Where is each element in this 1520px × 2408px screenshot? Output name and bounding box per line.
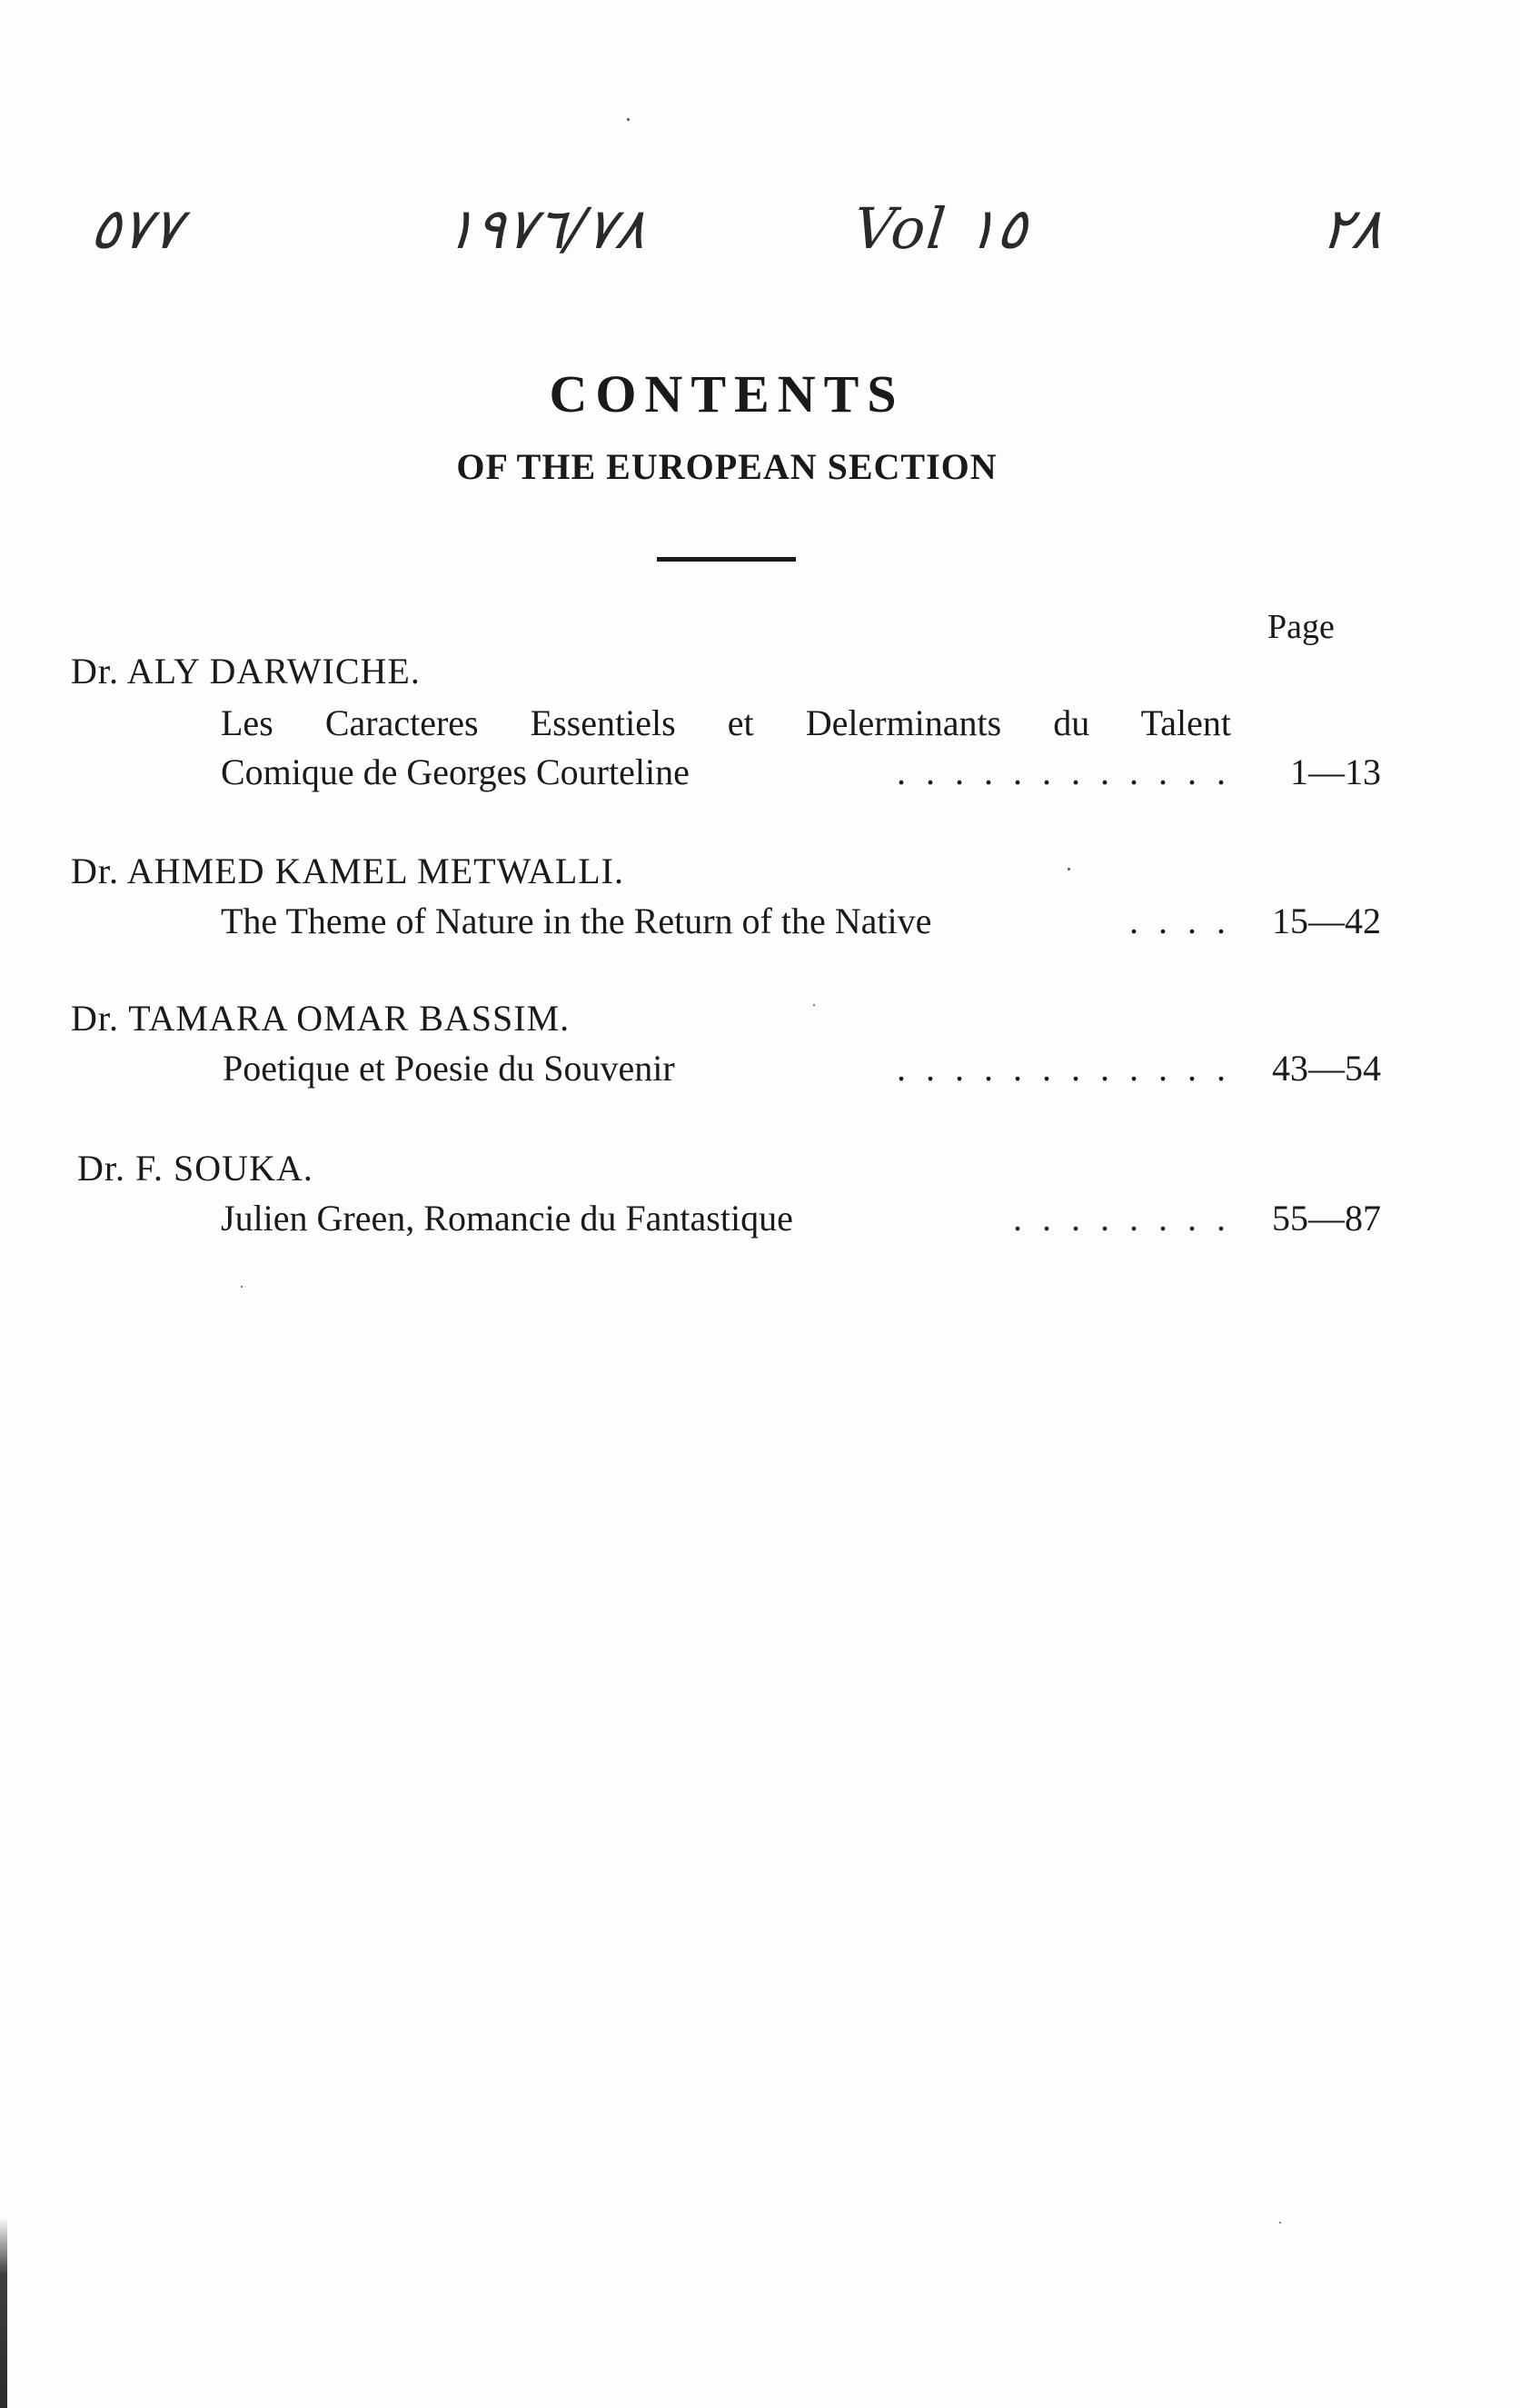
entry-title-line: Les Caracteres Essentiels et Delerminants du Talent — [221, 702, 1231, 743]
entry-title-line: Julien Green, Romancie du Fantastique — [221, 1198, 793, 1239]
entry-page-range: 1—13 — [1290, 751, 1381, 792]
entry-page-range: 43—54 — [1272, 1048, 1381, 1089]
entry-author: Dr. AHMED KAMEL METWALLI. — [71, 851, 625, 891]
entry-page-range: 15—42 — [1272, 901, 1381, 941]
entry-page-range: 55—87 — [1272, 1198, 1381, 1239]
page-title: CONTENTS — [549, 364, 905, 423]
entry-author: Dr. F. SOUKA. — [77, 1148, 313, 1189]
scan-speck — [1279, 2222, 1281, 2224]
scan-speck — [627, 118, 630, 121]
entry-author: Dr. TAMARA OMAR BASSIM. — [71, 998, 571, 1039]
dot-leader: . . . . . . . . — [1013, 1198, 1231, 1239]
page-column-label: Page — [1267, 608, 1335, 646]
page-subtitle: OF THE EUROPEAN SECTION — [456, 446, 998, 487]
entry-author: Dr. ALY DARWICHE. — [71, 651, 421, 692]
dot-leader: . . . . . . . . . . . . — [897, 751, 1231, 792]
scan-speck — [241, 1286, 243, 1288]
dot-leader: . . . . — [1129, 901, 1231, 941]
handwritten-note-volume: Vol ١٥ — [850, 195, 1031, 262]
scan-speck — [1068, 868, 1070, 871]
entry-title-line: Comique de Georges Courteline — [221, 751, 690, 792]
scan-speck — [813, 1004, 815, 1006]
entry-title-line: Poetique et Poesie du Souvenir — [223, 1048, 675, 1089]
title-divider — [657, 557, 796, 562]
handwritten-note-number: ٢٨ — [1318, 195, 1386, 262]
handwritten-note-years: ١٩٧٦/٧٨ — [442, 195, 650, 262]
handwritten-note-catalog: ٥٧٧ — [87, 195, 185, 262]
entry-title-line: The Theme of Nature in the Return of the Native — [221, 901, 932, 941]
dot-leader: . . . . . . . . . . . . — [897, 1048, 1231, 1089]
scan-edge-shadow — [0, 2217, 7, 2408]
